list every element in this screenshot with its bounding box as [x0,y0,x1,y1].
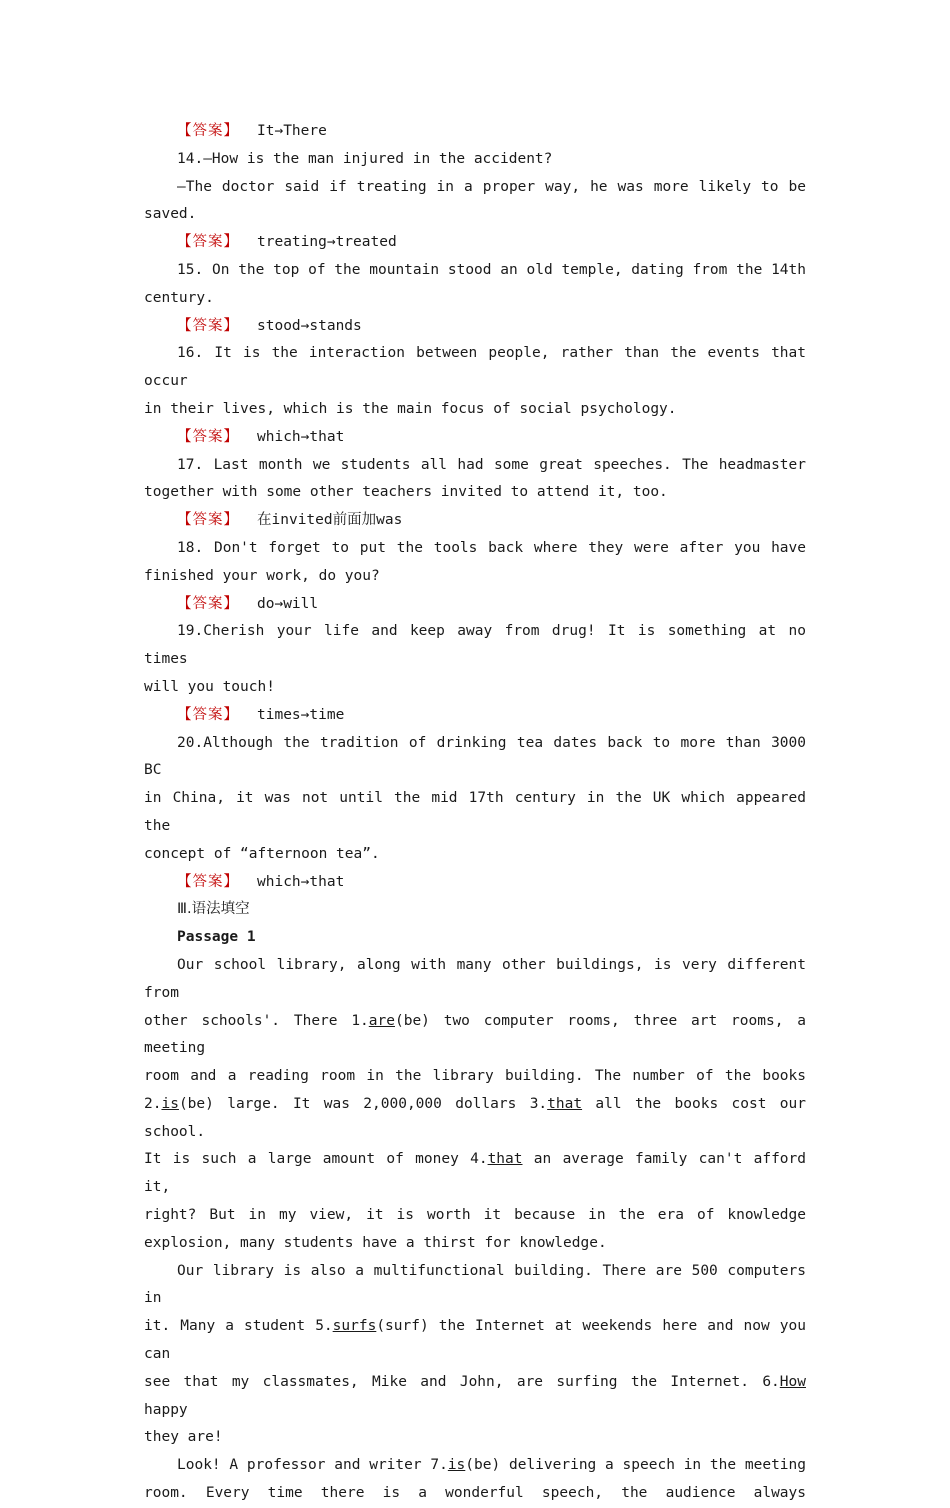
passage-line [144,1202,806,1230]
answer-tag: 【答案】 [177,123,239,139]
question-17 [144,452,806,480]
passage-line [144,1091,806,1147]
passage-text: room and a reading room in the library building. The number of the books [144,1068,806,1085]
question-text: saved. [144,206,197,223]
answer-text: 在 [257,512,272,529]
answer-text: stood→stands [257,317,362,334]
answer-18 [144,591,806,619]
passage-text: happy [144,1401,188,1418]
question-text: Cherish your life and keep away from drug! It is something at no times [144,623,806,668]
question-20 [144,730,806,786]
question-text: together with some other teachers invited to attend it, too. [144,484,668,501]
passage-line [144,1063,806,1091]
passage-line [144,1008,806,1064]
passage-text: it. Many a student 5. [144,1318,333,1335]
answer-text: which→that [257,873,345,890]
question-16 [144,340,806,396]
question-text: century. [144,289,214,306]
question-text: finished your work, do you? [144,567,380,584]
answer-15 [144,313,806,341]
question-20-line3 [144,841,806,869]
passage-text: they are! [144,1429,223,1446]
question-text: Although the tradition of drinking tea dates back to more than 3000 BC [144,734,806,779]
passage-text: Look! A professor and writer 7. [177,1457,448,1474]
answer-tag: 【答案】 [177,234,239,251]
question-number: 15. [177,261,204,278]
passage-text: (be) two computer rooms, three art rooms, a meeting [144,1012,806,1057]
question-16-line2 [144,396,806,424]
answer-tag: 【答案】 [177,873,239,890]
question-text: Don't forget to put the tools back where they were after you have [213,539,806,556]
question-text: in China, it was not until the mid 17th century in the UK which appeared the [144,790,806,834]
question-19 [144,618,806,674]
question-text: concept of “afternoon tea”. [144,845,380,862]
question-text: On the top of the mountain stood an old temple, dating from the 14th [211,261,806,278]
passage-line [144,1369,806,1425]
passage-title-text: Passage 1 [177,929,256,946]
passage-text: Our school library, along with many other buildings, is very different from [144,956,806,1001]
question-14-line3 [144,201,806,229]
passage-text: right? But in my view, it is worth it because in the era of knowledge [144,1207,806,1224]
passage-text: an average family can't afford it, [144,1151,806,1196]
question-number: 18. [177,539,204,556]
blank-answer-6: How [779,1373,806,1390]
passage-line [144,1480,806,1508]
question-text: in their lives, which is the main focus of social psychology. [144,400,677,417]
blank-answer-1: are [368,1012,395,1029]
question-18 [144,535,806,563]
blank-answer-7: is [447,1457,466,1474]
question-text: Last month we students all had some great speeches. The headmaster [213,456,806,473]
answer-text: It→There [257,123,327,139]
question-17-line2 [144,479,806,507]
passage-text: see that my classmates, Mike and John, are surfing the Internet. 6. [144,1373,780,1390]
question-15-line2 [144,285,806,313]
answer-text: treating→treated [257,234,397,251]
question-text: —How is the man injured in the accident? [203,150,553,167]
document-page [144,118,806,1508]
answer-19 [144,702,806,730]
blank-answer-4: that [487,1151,523,1168]
answer-tag: 【答案】 [177,706,239,723]
answer-tag: 【答案】 [177,595,239,612]
answer-text: 前面加 [332,512,377,529]
question-number: 19. [177,623,204,640]
passage-line [144,1313,806,1369]
answer-tag: 【答案】 [177,428,239,445]
passage-line [144,952,806,1008]
passage-text: (surf) the Internet at weekends here and now you can [144,1318,806,1363]
answer-20 [144,869,806,897]
question-14-line2 [144,174,806,202]
passage-text: (be) delivering a speech in the meeting [465,1457,806,1474]
section-number: Ⅲ. [177,901,192,918]
question-number: 14. [177,150,204,167]
answer-16 [144,424,806,452]
passage-line [144,1146,806,1202]
answer-text: was [376,512,403,529]
passage-line [144,1452,806,1480]
blank-answer-2: is [161,1095,179,1112]
question-number: 16. [177,345,204,362]
passage-title [144,924,806,952]
question-text: —The doctor said if treating in a proper way, he was more likely to be [177,178,806,195]
passage-text: room. Every time there is a wonderful speech, the audience always [144,1485,806,1502]
question-number: 17. [177,456,204,473]
section-title: 语法填空 [191,901,250,918]
answer-14 [144,229,806,257]
passage-text: It is such a large amount of money 4. [144,1151,488,1168]
passage-text: Our library is also a multifunctional building. There are 500 computers in [144,1262,806,1307]
passage-text: 2. [144,1095,162,1112]
question-number: 20. [177,734,204,751]
passage-text: all the books cost our school. [144,1095,806,1140]
question-text: will you touch! [144,678,275,695]
answer-13 [144,118,806,146]
answer-text: do→will [257,595,319,612]
answer-text: invited [271,512,333,529]
question-15 [144,257,806,285]
answer-17 [144,507,806,535]
answer-text: which→that [257,428,345,445]
answer-tag: 【答案】 [177,512,239,529]
answer-text: times→time [257,706,345,723]
blank-answer-3: that [547,1095,583,1112]
passage-line [144,1230,806,1258]
passage-text: explosion, many students have a thirst for knowledge. [144,1234,607,1251]
answer-tag: 【答案】 [177,317,239,334]
question-14 [144,146,806,174]
passage-line [144,1424,806,1452]
question-19-line2 [144,674,806,702]
passage-text: other schools'. There 1. [144,1012,369,1029]
blank-answer-5: surfs [332,1318,377,1335]
section-heading [144,896,806,924]
passage-text: (be) large. It was 2,000,000 dollars 3. [178,1095,548,1112]
question-text: It is the interaction between people, rather than the events that occur [144,345,806,390]
question-18-line2 [144,563,806,591]
question-20-line2 [144,785,806,841]
passage-line [144,1258,806,1314]
